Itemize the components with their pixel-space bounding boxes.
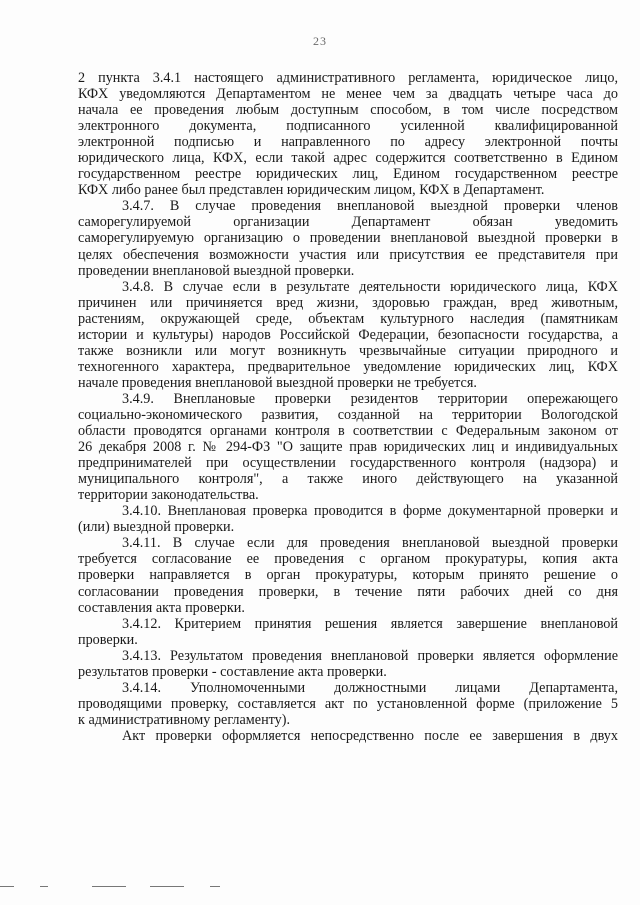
paragraph-intro-continuation [78, 70, 618, 198]
scan-mark [150, 886, 184, 887]
text-line: проводящими проверку, составляется акт по установленной форме (приложение 5 [78, 695, 618, 712]
text-line: 2 пункта 3.4.1 настоящего административного регламента, юридическое лицо, [78, 70, 618, 86]
document-body [78, 70, 618, 744]
paragraph-3-4-14 [78, 680, 618, 728]
text-line: согласовании проведения проверки, в течение пяти рабочих дней со дня [78, 583, 618, 600]
text-line: 3.4.12. Критерием принятия решения является завершение внеплановой [122, 615, 618, 632]
text-line: 3.4.8. В случае если в результате деятельности юридического лица, КФХ [122, 278, 618, 295]
text-line: техногенного характера, предварительное уведомление юридических лиц, КФХ [78, 358, 618, 375]
paragraph-3-4-7 [78, 198, 618, 278]
scan-footer-marks [0, 880, 640, 894]
text-line: юридического лица, КФХ, если такой адрес содержится соответственно в Едином [78, 150, 618, 167]
text-line: КФХ либо ранее был представлен юридическим лицом, КФХ в Департамент. [78, 182, 545, 199]
paragraph-act-of-inspection [78, 728, 618, 744]
text-line: начале проведения внеплановой выездной проверки не требуется. [78, 374, 477, 391]
text-line: социально-экономического развития, созданной на территории Вологодской [78, 406, 618, 423]
text-line: начала ее проведения любым доступным способом, в том числе посредством [78, 102, 618, 119]
text-line: саморегулируемой организации Департамент обязан уведомить [78, 214, 618, 231]
scan-mark [40, 886, 48, 887]
text-line: электронного документа, подписанного усиленной квалифицированной [78, 118, 618, 135]
paragraph-3-4-9 [78, 391, 618, 503]
text-line: государственном реестре юридических лиц, Едином государственном реестре [78, 166, 618, 183]
text-line: 26 декабря 2008 г. № 294-ФЗ "О защите прав юридических лиц и индивидуальных [78, 439, 618, 456]
text-line: результатов проверки - составление акта проверки. [78, 663, 387, 680]
text-line: Акт проверки оформляется непосредственно после ее завершения в двух [122, 727, 618, 744]
text-line: составления акта проверки. [78, 599, 245, 616]
paragraph-3-4-13 [78, 648, 618, 680]
text-line: 3.4.10. Внеплановая проверка проводится в форме документарной проверки и [122, 503, 618, 520]
text-line: к административному регламенту). [78, 711, 291, 728]
text-line: проверки направляется в орган прокуратуры, которым принято решение о [78, 567, 618, 584]
text-line: 3.4.11. В случае если для проведения внеплановой выездной проверки [122, 535, 618, 552]
text-line: проведении внеплановой выездной проверки. [78, 262, 355, 279]
scan-mark [210, 886, 220, 887]
text-line: 3.4.7. В случае проведения внеплановой выездной проверки членов [122, 198, 618, 215]
paragraph-3-4-10 [78, 503, 618, 535]
text-line: 3.4.13. Результатом проведения внеплановой проверки является оформление [122, 647, 618, 664]
text-line: электронной подписью и направленного по адресу электронной почты [78, 134, 618, 151]
text-line: проверки. [78, 631, 138, 648]
paragraph-3-4-8 [78, 279, 618, 391]
text-line: предпринимателей при осуществлении государственного контроля (надзора) и [78, 455, 618, 472]
text-line: также возникли или могут возникнуть чрезвычайные ситуации природного и [78, 342, 618, 359]
page-number: 23 [313, 34, 327, 48]
text-line: растениям, окружающей среде, объектам культурного наследия (памятникам [78, 310, 618, 327]
text-line: саморегулируемую организацию о проведении внеплановой выездной проверки в [78, 230, 618, 247]
text-line: истории и культуры) народов Российской Федерации, безопасности государства, а [78, 326, 618, 343]
text-line: области проводятся органами контроля в соответствии с Федеральным законом от [78, 423, 618, 440]
text-line: (или) выездной проверки. [78, 519, 235, 536]
text-line: территории законодательства. [78, 487, 259, 504]
text-line: муниципального контроля", а также иного действующего на указанной [78, 471, 618, 488]
paragraph-3-4-11 [78, 535, 618, 615]
text-line: требуется согласование ее проведения с органом прокуратуры, копия акта [78, 551, 618, 568]
text-line: причинен или причиняется вред жизни, здоровью граждан, вред животным, [78, 294, 618, 311]
paragraph-3-4-12 [78, 616, 618, 648]
text-line: целях обеспечения возможности участия или присутствия ее представителя при [78, 246, 618, 263]
scan-mark [92, 886, 126, 887]
text-line: 3.4.14. Уполномоченными должностными лицами Департамента, [122, 679, 618, 696]
text-line: 3.4.9. Внеплановые проверки резидентов территории опережающего [122, 390, 618, 407]
text-line: КФХ уведомляются Департаментом не менее чем за двадцать четыре часа до [78, 86, 618, 103]
scan-mark [0, 886, 14, 887]
